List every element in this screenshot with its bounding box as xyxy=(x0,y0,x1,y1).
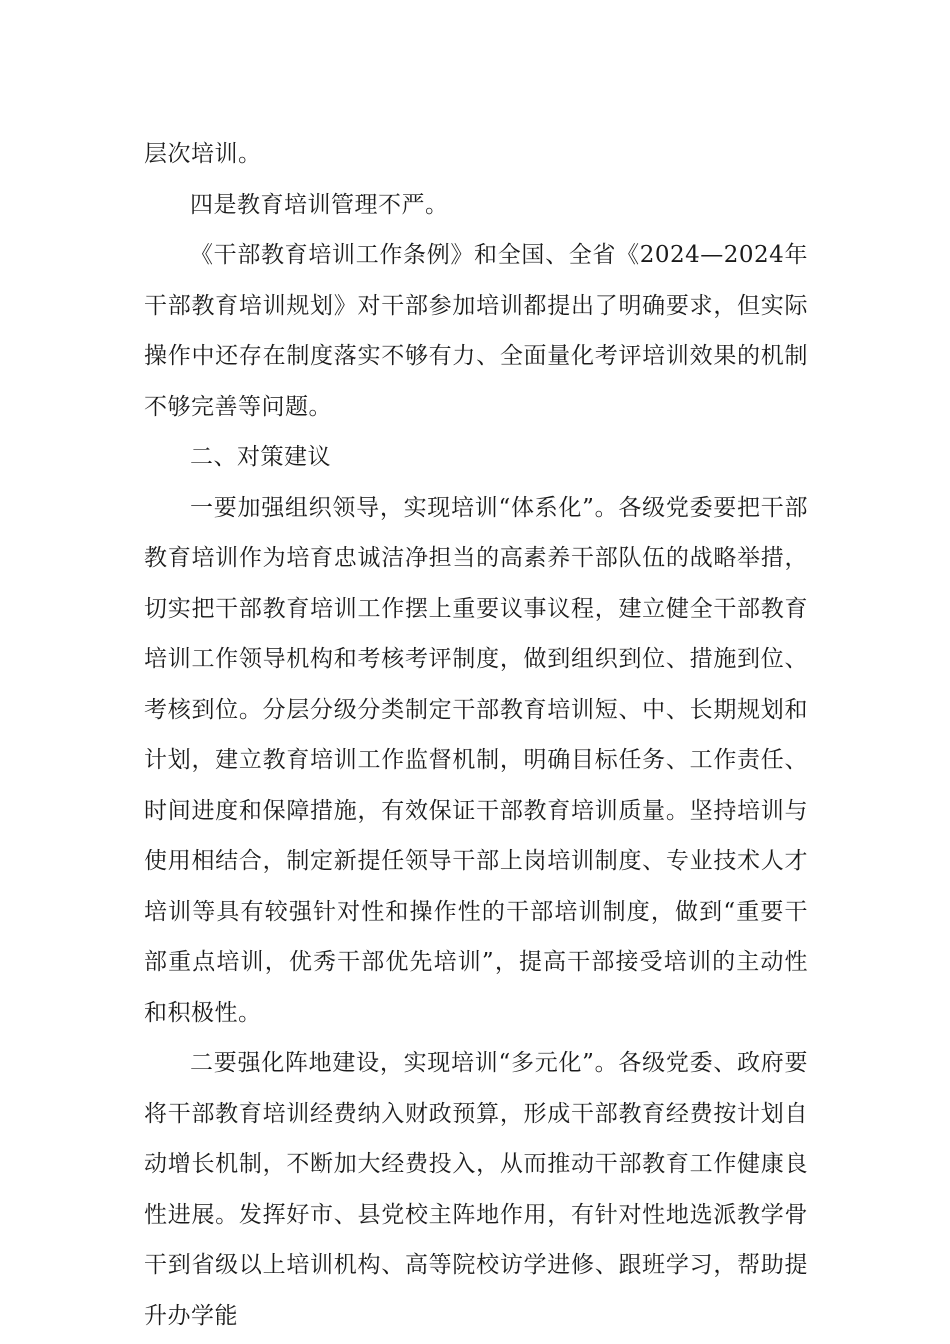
section-heading: 二、对策建议 xyxy=(190,444,331,470)
paragraph-3: 《干部教育培训工作条例》和全国、全省《2024—2024年干部教育培训规划》对干部参加培训都提出了明确要求，但实际操作中还存在制度落实不够有力、全面量化考评培训效果的机制不够完善等问题。 xyxy=(144,242,808,420)
document-body xyxy=(144,129,808,1341)
paragraph-2: 四是教育培训管理不严。 xyxy=(190,191,449,218)
paragraph-5: 一要加强组织领导，实现培训“体系化”。各级党委要把干部教育培训作为培育忠诚洁净担当的高素养干部队伍的战略举措，切实把干部教育培训工作摆上重要议事议程，建立健全干部教育培训工作领导机构和考核考评制度，做到组织到位、措施到位、考核到位。分层分级分类制定干部教育培训短、中、长期规划和计划，建立教育培训工作监督机制，明确目标任务、工作责任、时间进度和保障措施，有效保证干部教育培训质量。坚持培训与使用相结合，制定新提任领导干部上岗培训制度、专业技术人才培训等具有较强针对性和操作性的干部培训制度，做到“重要干部重点培训，优秀干部优先培训”，提高干部接受培训的主动性和积极性。 xyxy=(144,494,808,1026)
paragraph-1: 层次培训。 xyxy=(144,141,262,167)
paragraph-6: 二要强化阵地建设，实现培训“多元化”。各级党委、政府要将干部教育培训经费纳入财政预算，形成干部教育经费按计划自动增长机制，不断加大经费投入，从而推动干部教育工作健康良性进展。发挥好市、县党校主阵地作用，有针对性地选派教学骨干到省级以上培训机构、高等院校访学进修、跟班学习，帮助提升办学能 xyxy=(144,1050,808,1329)
